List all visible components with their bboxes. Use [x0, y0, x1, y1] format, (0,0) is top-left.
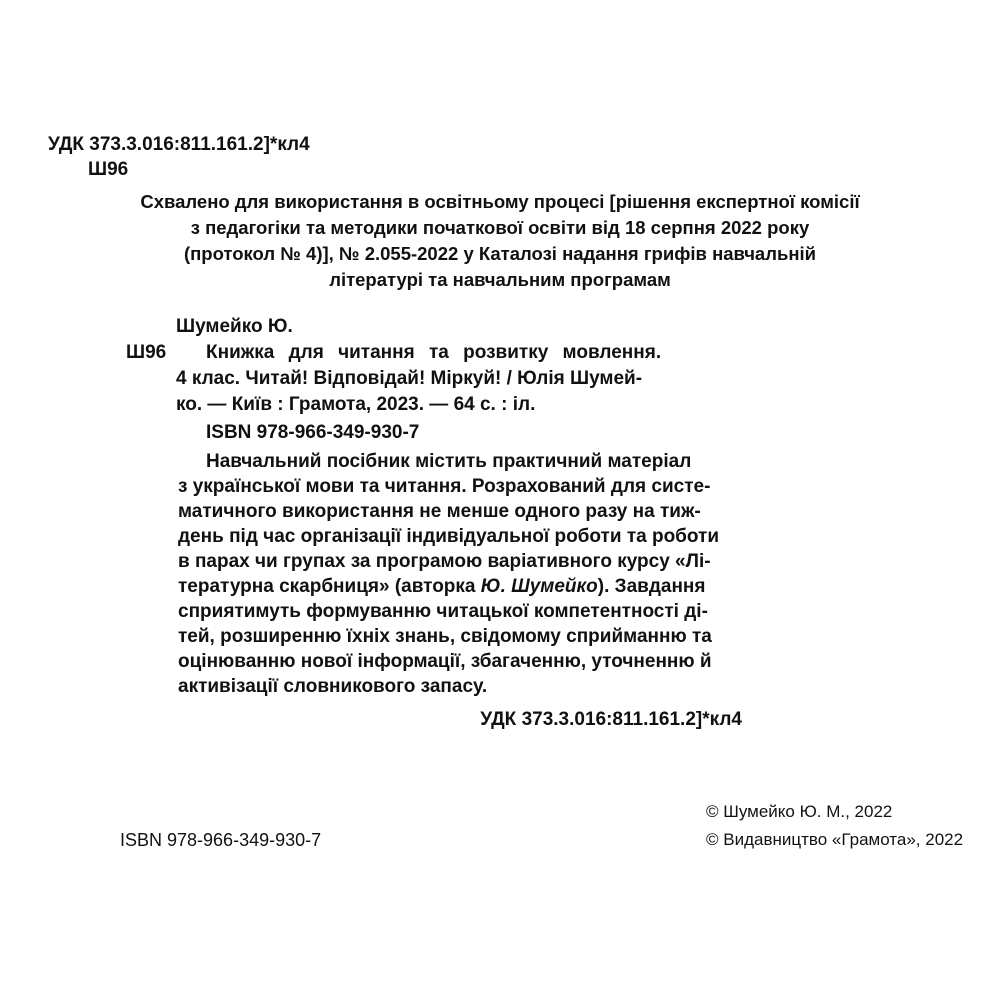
approval-line-2: з педагогіки та методики початкової освіти від 18 серпня 2022 року [190, 217, 810, 238]
annotation-line-6 [178, 575, 705, 599]
annotation-author-italic: Ю. Шумейко [480, 576, 598, 597]
annotation-line-5: в парах чи групах за програмою варіативного курсу «Лі- [178, 551, 711, 572]
copyright-author: © Шумейко Ю. М., 2022 [706, 802, 893, 821]
annotation-line-10: активізації словникового запасу. [178, 676, 488, 697]
annotation-line-4: день під час організації індивідуальної роботи та роботи [178, 526, 720, 547]
copyright-publisher: © Видавництво «Грамота», 2022 [706, 830, 964, 849]
catalog-title-line-2: 4 клас. Читай! Відповідай! Міркуй! / Юлія Шумей- [176, 368, 643, 389]
annotation-line-8: тей, розширенню їхніх знань, свідомому сприйманню та [178, 626, 712, 647]
catalog-title-line-3: ко. — Київ : Грамота, 2023. — 64 с. : іл. [176, 394, 536, 415]
catalog-author: Шумейко Ю. [176, 316, 293, 337]
catalog-isbn: ISBN 978-966-349-930-7 [206, 422, 420, 443]
catalog-code: Ш96 [126, 342, 167, 363]
annotation-line-3: матичного використання не менше одного разу на тиж- [178, 501, 701, 522]
udk-header: УДК 373.3.016:811.161.2]*кл4 [48, 134, 310, 155]
annotation-line-2: з української мови та читання. Розрахований для систе- [178, 476, 711, 497]
catalog-title-line-1: Книжка для читання та розвитку мовлення. [206, 342, 662, 363]
approval-line-1: Схвалено для використання в освітньому процесі [рішення експертної комісії [140, 191, 860, 212]
approval-line-4: літературі та навчальним програмам [329, 269, 671, 290]
annotation-line-1: Навчальний посібник містить практичний матеріал [206, 451, 692, 472]
author-mark-header: Ш96 [88, 159, 129, 180]
annotation-line-7: сприятимуть формуванню читацької компетентності ді- [178, 601, 708, 622]
bottom-isbn: ISBN 978-966-349-930-7 [120, 830, 322, 850]
approval-line-3: (протокол № 4)], № 2.055-2022 у Каталозі надання грифів навчальній [183, 243, 817, 264]
udk-footer: УДК 373.3.016:811.161.2]*кл4 [480, 709, 742, 730]
annotation-line-9: оцінюванню нової інформації, збагаченню, уточненню й [178, 651, 712, 672]
annotation-line-6-end: ). Завдання [597, 576, 706, 597]
annotation-line-6-start: тературна скарбниця» (авторка [178, 576, 481, 597]
